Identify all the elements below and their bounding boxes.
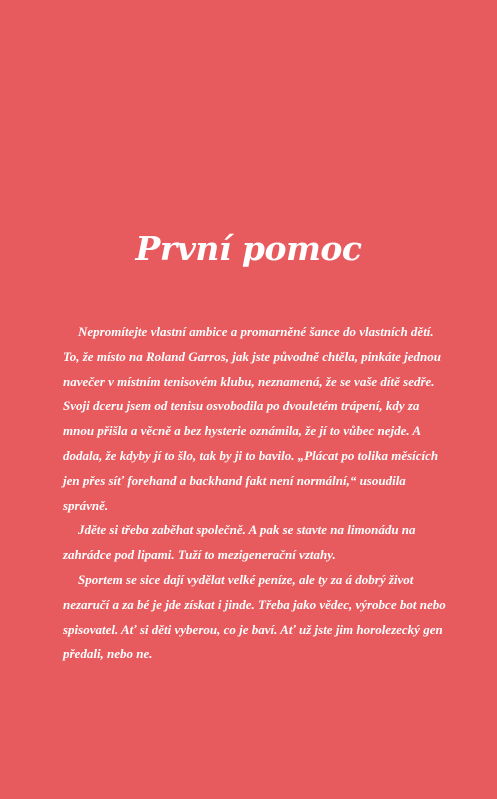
body-text bbox=[63, 320, 453, 667]
paragraph-1: Nepromítejte vlastní ambice a promarněné šance do vlastních dětí. To, že místo na Roland Garros, jak jste původně chtěla, pinkáte jednou navečer v místním tenisovém klubu, neznamená, že se vaše dítě sedře. Svoji dceru jsem od tenisu osvobodila po dvouletém trápení, kdy za mnou přišla a věcně a bez hysterie oznámila, že jí to vůbec nejde. A dodala, že kdyby jí to šlo, tak by ji to bavilo. „Plácat po tolika měsících jen přes síť forehand a backhand fakt není normální,“ usoudila správně. bbox=[63, 324, 442, 513]
paragraph-3: Sportem se sice dají vydělat velké peníze, ale ty za á dobrý život nezaručí a za bé je jde získat i jinde. Třeba jako vědec, výrobce bot nebo spisovatel. Ať si děti vyberou, co je baví. Ať už jste jim horolezecký gen předali, nebo ne. bbox=[63, 571, 446, 662]
chapter-title: První pomoc bbox=[135, 229, 362, 268]
paragraph-2: Jděte si třeba zaběhat společně. A pak se stavte na limonádu na zahrádce pod lipami. Tuží to mezigenerační vztahy. bbox=[63, 522, 416, 563]
